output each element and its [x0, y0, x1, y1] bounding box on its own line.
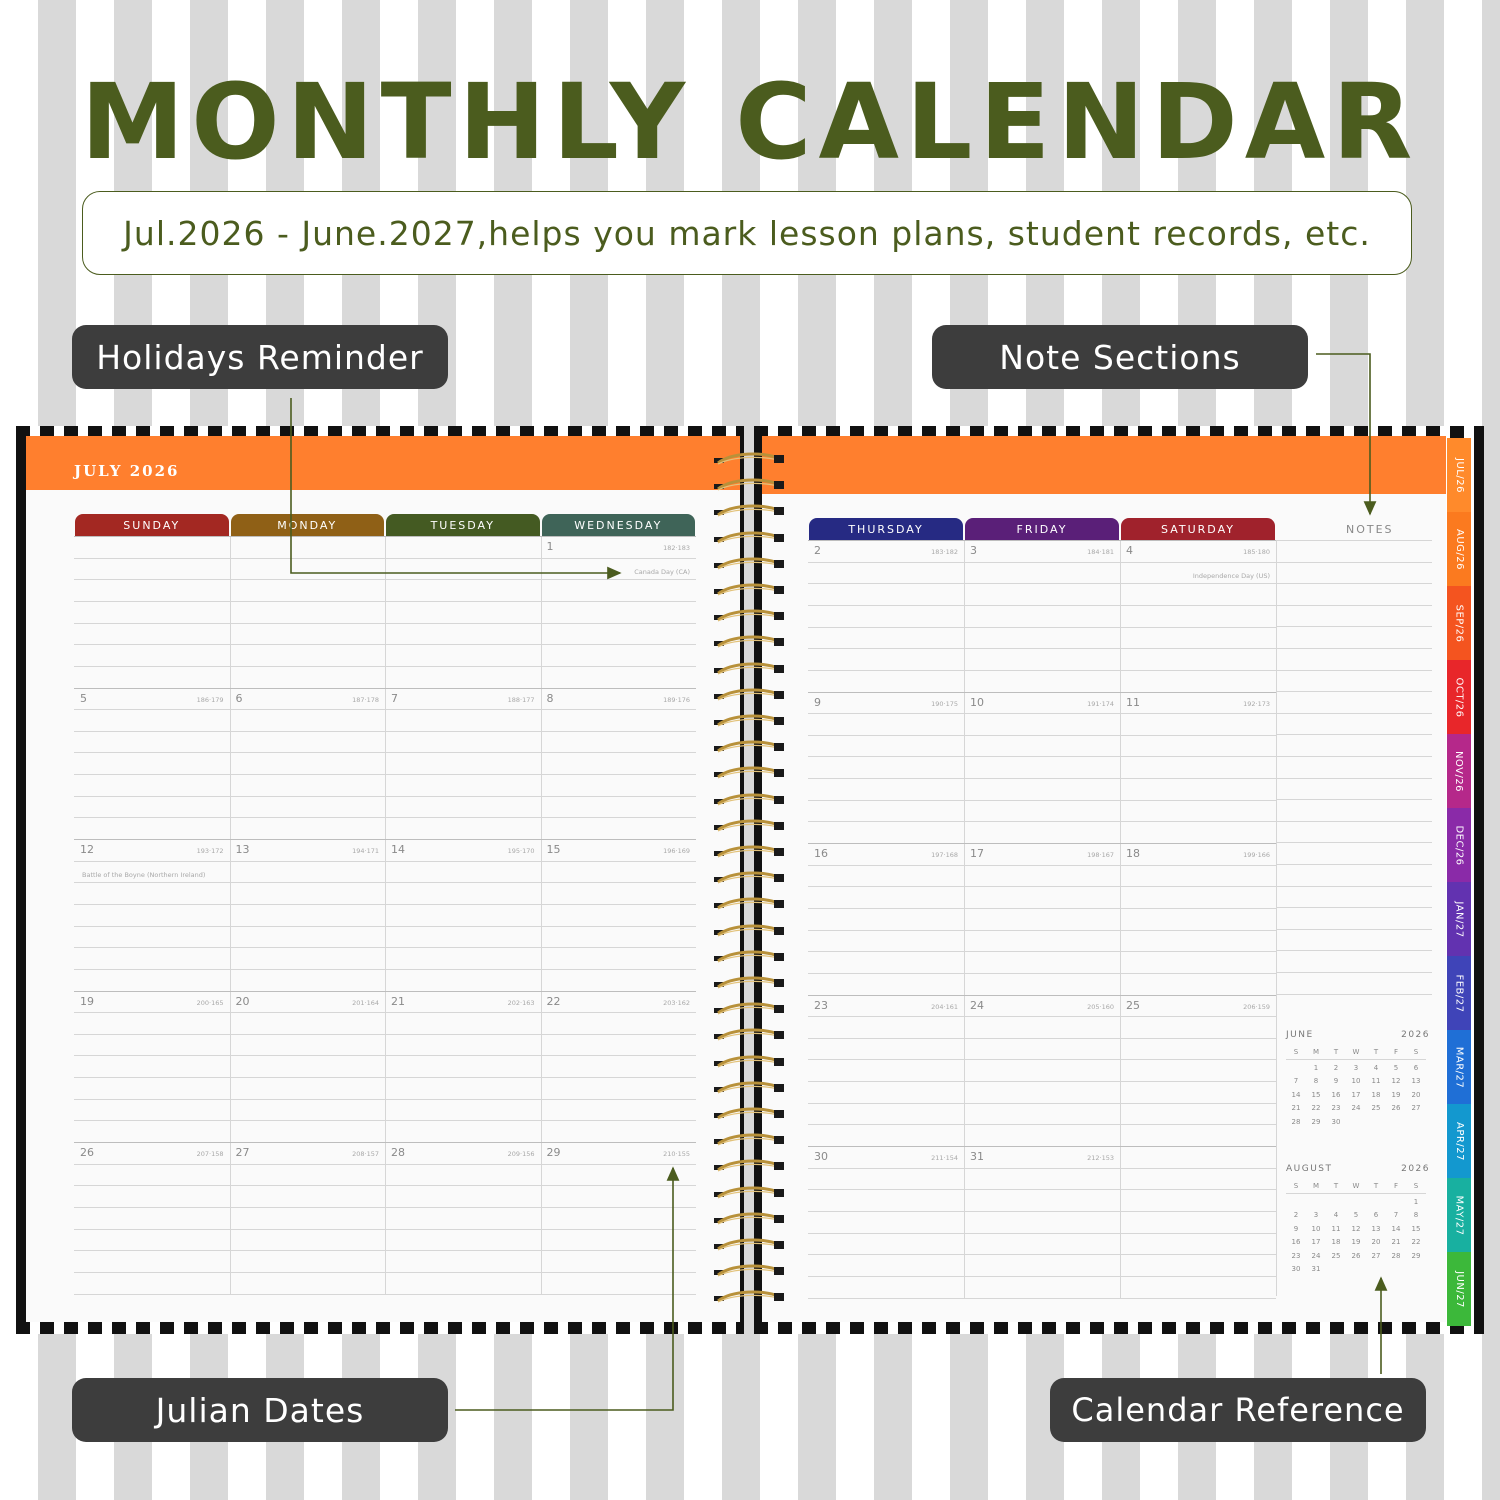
- mini-day: 25: [1331, 1251, 1341, 1260]
- mini-day: 27: [1371, 1251, 1381, 1260]
- mini-day: 9: [1293, 1224, 1299, 1233]
- mini-day: 18: [1331, 1238, 1341, 1246]
- mini-day: 10: [1351, 1077, 1361, 1085]
- date-number: 4: [1126, 544, 1133, 557]
- date-number: 27: [235, 1146, 250, 1159]
- date-number: 2: [814, 544, 821, 557]
- julian-date: 188·177: [507, 695, 535, 704]
- mini-day: 16: [1291, 1238, 1301, 1246]
- mini-day: 18: [1371, 1090, 1381, 1099]
- mini-weekday: S: [1286, 1180, 1306, 1194]
- mini-day: 23: [1291, 1251, 1301, 1260]
- mini-day: 7: [1293, 1077, 1299, 1085]
- month-title: JULY 2026: [74, 462, 180, 480]
- mini-day: 17: [1351, 1090, 1361, 1099]
- julian-date: 204·161: [931, 1002, 958, 1011]
- julian-date: 203·162: [663, 998, 690, 1007]
- mini-day: 5: [1353, 1211, 1359, 1219]
- mini-day: 24: [1351, 1104, 1361, 1112]
- mini-day: 2: [1333, 1063, 1339, 1072]
- date-number: 28: [391, 1146, 405, 1159]
- page-title: MONTHLY CALENDAR: [80, 61, 1420, 183]
- julian-date: 211·154: [931, 1154, 958, 1162]
- mini-day: 1: [1413, 1197, 1419, 1206]
- day-header-thursday: THURSDAY: [809, 518, 963, 540]
- date-number: 5: [80, 691, 87, 705]
- month-tab-label: FEB/27: [1453, 973, 1465, 1013]
- mini-weekday: T: [1366, 1046, 1386, 1060]
- mini-day: 28: [1291, 1117, 1301, 1126]
- mini-day: 5: [1393, 1063, 1399, 1072]
- month-tab-label: MAR/27: [1453, 1046, 1465, 1088]
- mini-day: 12: [1391, 1077, 1401, 1085]
- mini-month: AUGUST: [1286, 1164, 1333, 1174]
- julian-date: 212·153: [1087, 1154, 1114, 1162]
- mini-day: 6: [1413, 1063, 1419, 1072]
- day-header-wednesday: WEDNESDAY: [542, 514, 696, 536]
- date-number: 30: [814, 1150, 828, 1163]
- julian-date: 191·174: [1087, 699, 1114, 708]
- month-tab-label: JAN/27: [1453, 900, 1465, 938]
- holiday-label: Canada Day (CA): [634, 568, 690, 576]
- month-tab-label: NOV/26: [1453, 750, 1465, 792]
- julian-date: 184·181: [1087, 548, 1114, 556]
- mini-day: 10: [1311, 1224, 1321, 1233]
- holidays-connector: [291, 398, 620, 573]
- mini-day: 3: [1313, 1211, 1319, 1219]
- julian-dates-callout: Julian Dates: [72, 1378, 448, 1442]
- date-number: 6: [235, 691, 243, 705]
- date-number: 9: [814, 695, 821, 709]
- mini-weekday: T: [1326, 1180, 1346, 1194]
- date-number: 19: [80, 994, 94, 1008]
- date-number: 17: [970, 847, 984, 860]
- mini-weekday: W: [1346, 1180, 1366, 1194]
- julian-date: 186·179: [196, 695, 224, 704]
- month-tab-label: OCT/26: [1453, 676, 1465, 718]
- month-tab-label: SEP/26: [1453, 604, 1465, 642]
- notes-label: NOTES: [1346, 523, 1394, 536]
- julian-date: 200·165: [196, 998, 224, 1007]
- mini-day: 24: [1311, 1251, 1321, 1260]
- date-number: 22: [546, 994, 561, 1008]
- mini-day: 30: [1291, 1265, 1301, 1273]
- mini-day: 28: [1391, 1251, 1401, 1260]
- julian-connector: [455, 1168, 673, 1410]
- month-tab-label: AUG/26: [1453, 528, 1465, 570]
- month-tab-label: APR/27: [1453, 1121, 1465, 1161]
- julian-date: 208·157: [352, 1150, 379, 1158]
- julian-date: 196·169: [663, 847, 690, 855]
- mini-weekday: S: [1406, 1046, 1426, 1060]
- mini-day: 1: [1313, 1063, 1319, 1072]
- mini-day: 23: [1331, 1104, 1341, 1112]
- julian-date: 205·160: [1087, 1002, 1114, 1011]
- mini-day: 22: [1311, 1104, 1321, 1112]
- mini-day: 21: [1391, 1238, 1401, 1246]
- julian-date: 201·164: [352, 998, 379, 1007]
- julian-date: 209·156: [507, 1150, 535, 1158]
- date-number: 8: [546, 691, 554, 705]
- mini-day: 13: [1371, 1224, 1381, 1233]
- date-number: 31: [970, 1150, 984, 1163]
- month-tab-label: MAY/27: [1453, 1195, 1465, 1235]
- date-number: 18: [1126, 847, 1140, 860]
- mini-day: 16: [1331, 1090, 1341, 1099]
- mini-day: 17: [1311, 1238, 1321, 1246]
- day-header-sunday: SUNDAY: [75, 514, 229, 536]
- mini-day: 21: [1291, 1104, 1301, 1112]
- julian-date: 202·163: [507, 998, 535, 1007]
- mini-day: 20: [1411, 1090, 1421, 1099]
- julian-date: 195·170: [507, 847, 535, 855]
- mini-day: 14: [1291, 1090, 1301, 1099]
- date-number: 29: [546, 1146, 561, 1159]
- mini-day: 6: [1373, 1211, 1379, 1219]
- julian-date: 210·155: [663, 1150, 690, 1158]
- mini-day: 25: [1371, 1104, 1381, 1112]
- mini-day: 29: [1311, 1117, 1321, 1126]
- mini-day: 14: [1391, 1224, 1401, 1233]
- date-number: 3: [970, 544, 977, 557]
- mini-weekday: S: [1286, 1046, 1306, 1060]
- note-sections-callout: Note Sections: [932, 325, 1308, 389]
- mini-day: 19: [1351, 1238, 1361, 1246]
- julian-date: 185·180: [1243, 548, 1270, 556]
- date-number: 10: [970, 695, 984, 709]
- mini-year: 2026: [1401, 1030, 1430, 1040]
- date-number: 11: [1126, 695, 1140, 709]
- julian-date: 206·159: [1243, 1002, 1270, 1011]
- holiday-label: Battle of the Boyne (Northern Ireland): [82, 871, 206, 879]
- mini-day: 19: [1391, 1090, 1401, 1099]
- mini-day: 11: [1331, 1224, 1341, 1233]
- mini-day: 15: [1311, 1090, 1321, 1099]
- mini-day: 2: [1293, 1211, 1299, 1219]
- julian-date: 199·166: [1243, 851, 1270, 859]
- julian-date: 192·173: [1243, 699, 1270, 708]
- mini-weekday: W: [1346, 1046, 1366, 1060]
- mini-day: 26: [1391, 1104, 1401, 1112]
- mini-weekday: F: [1386, 1046, 1406, 1060]
- mini-day: 12: [1351, 1224, 1361, 1233]
- mini-day: 9: [1333, 1077, 1339, 1085]
- julian-date: 187·178: [352, 695, 379, 704]
- mini-weekday: M: [1306, 1180, 1326, 1194]
- date-number: 26: [80, 1146, 94, 1159]
- mini-day: 13: [1411, 1077, 1421, 1085]
- mini-day: 22: [1411, 1238, 1421, 1246]
- date-number: 1: [546, 540, 554, 553]
- day-header-saturday: SATURDAY: [1121, 518, 1275, 540]
- date-number: 24: [970, 998, 984, 1012]
- mini-weekday: S: [1406, 1180, 1426, 1194]
- date-number: 15: [546, 843, 561, 856]
- subtitle-text: Jul.2026 - June.2027,helps you mark lesson plans, student records, etc.: [123, 213, 1371, 253]
- mini-weekday: T: [1366, 1180, 1386, 1194]
- mini-day: 11: [1371, 1077, 1381, 1085]
- date-number: 7: [391, 691, 398, 705]
- mini-day: 30: [1331, 1117, 1341, 1126]
- mini-year: 2026: [1401, 1164, 1430, 1174]
- day-header-monday: MONDAY: [231, 514, 385, 536]
- mini-day: 29: [1411, 1251, 1421, 1260]
- date-number: 16: [814, 847, 828, 860]
- date-number: 13: [235, 843, 250, 856]
- mini-day: 3: [1353, 1063, 1359, 1072]
- julian-date: 198·167: [1087, 851, 1114, 859]
- julian-date: 190·175: [931, 699, 958, 708]
- date-number: 21: [391, 994, 405, 1008]
- julian-date: 193·172: [196, 847, 224, 855]
- date-number: 23: [814, 998, 828, 1012]
- mini-weekday: T: [1326, 1046, 1346, 1060]
- mini-day: 8: [1413, 1211, 1419, 1219]
- date-number: 20: [235, 994, 250, 1008]
- month-tab-label: JUN/27: [1453, 1270, 1465, 1308]
- mini-day: 15: [1411, 1224, 1421, 1233]
- julian-date: 197·168: [931, 851, 958, 859]
- holidays-reminder-callout: Holidays Reminder: [72, 325, 448, 389]
- mini-day: 4: [1333, 1211, 1339, 1219]
- day-header-friday: FRIDAY: [965, 518, 1119, 540]
- mini-day: 31: [1311, 1265, 1321, 1273]
- mini-weekday: F: [1386, 1180, 1406, 1194]
- julian-date: 182·183: [663, 544, 690, 552]
- date-number: 14: [391, 843, 405, 856]
- date-number: 25: [1126, 998, 1140, 1012]
- calendar-reference-callout: Calendar Reference: [1050, 1378, 1426, 1442]
- notes-connector: [1316, 354, 1370, 514]
- mini-day: 7: [1393, 1211, 1399, 1219]
- julian-date: 207·158: [196, 1150, 224, 1158]
- day-header-tuesday: TUESDAY: [386, 514, 540, 536]
- mini-day: 8: [1313, 1077, 1319, 1085]
- julian-date: 183·182: [931, 548, 958, 556]
- date-number: 12: [80, 843, 94, 856]
- julian-date: 189·176: [663, 695, 690, 704]
- julian-date: 194·171: [352, 847, 379, 855]
- month-tab-label: JUL/26: [1453, 457, 1465, 493]
- mini-day: 27: [1411, 1104, 1421, 1112]
- mini-weekday: M: [1306, 1046, 1326, 1060]
- mini-day: 26: [1351, 1251, 1361, 1260]
- mini-day: 4: [1373, 1063, 1379, 1072]
- holiday-label: Independence Day (US): [1192, 572, 1270, 580]
- mini-day: 20: [1371, 1238, 1381, 1246]
- mini-month: JUNE: [1286, 1030, 1314, 1040]
- month-tab-label: DEC/26: [1453, 824, 1465, 866]
